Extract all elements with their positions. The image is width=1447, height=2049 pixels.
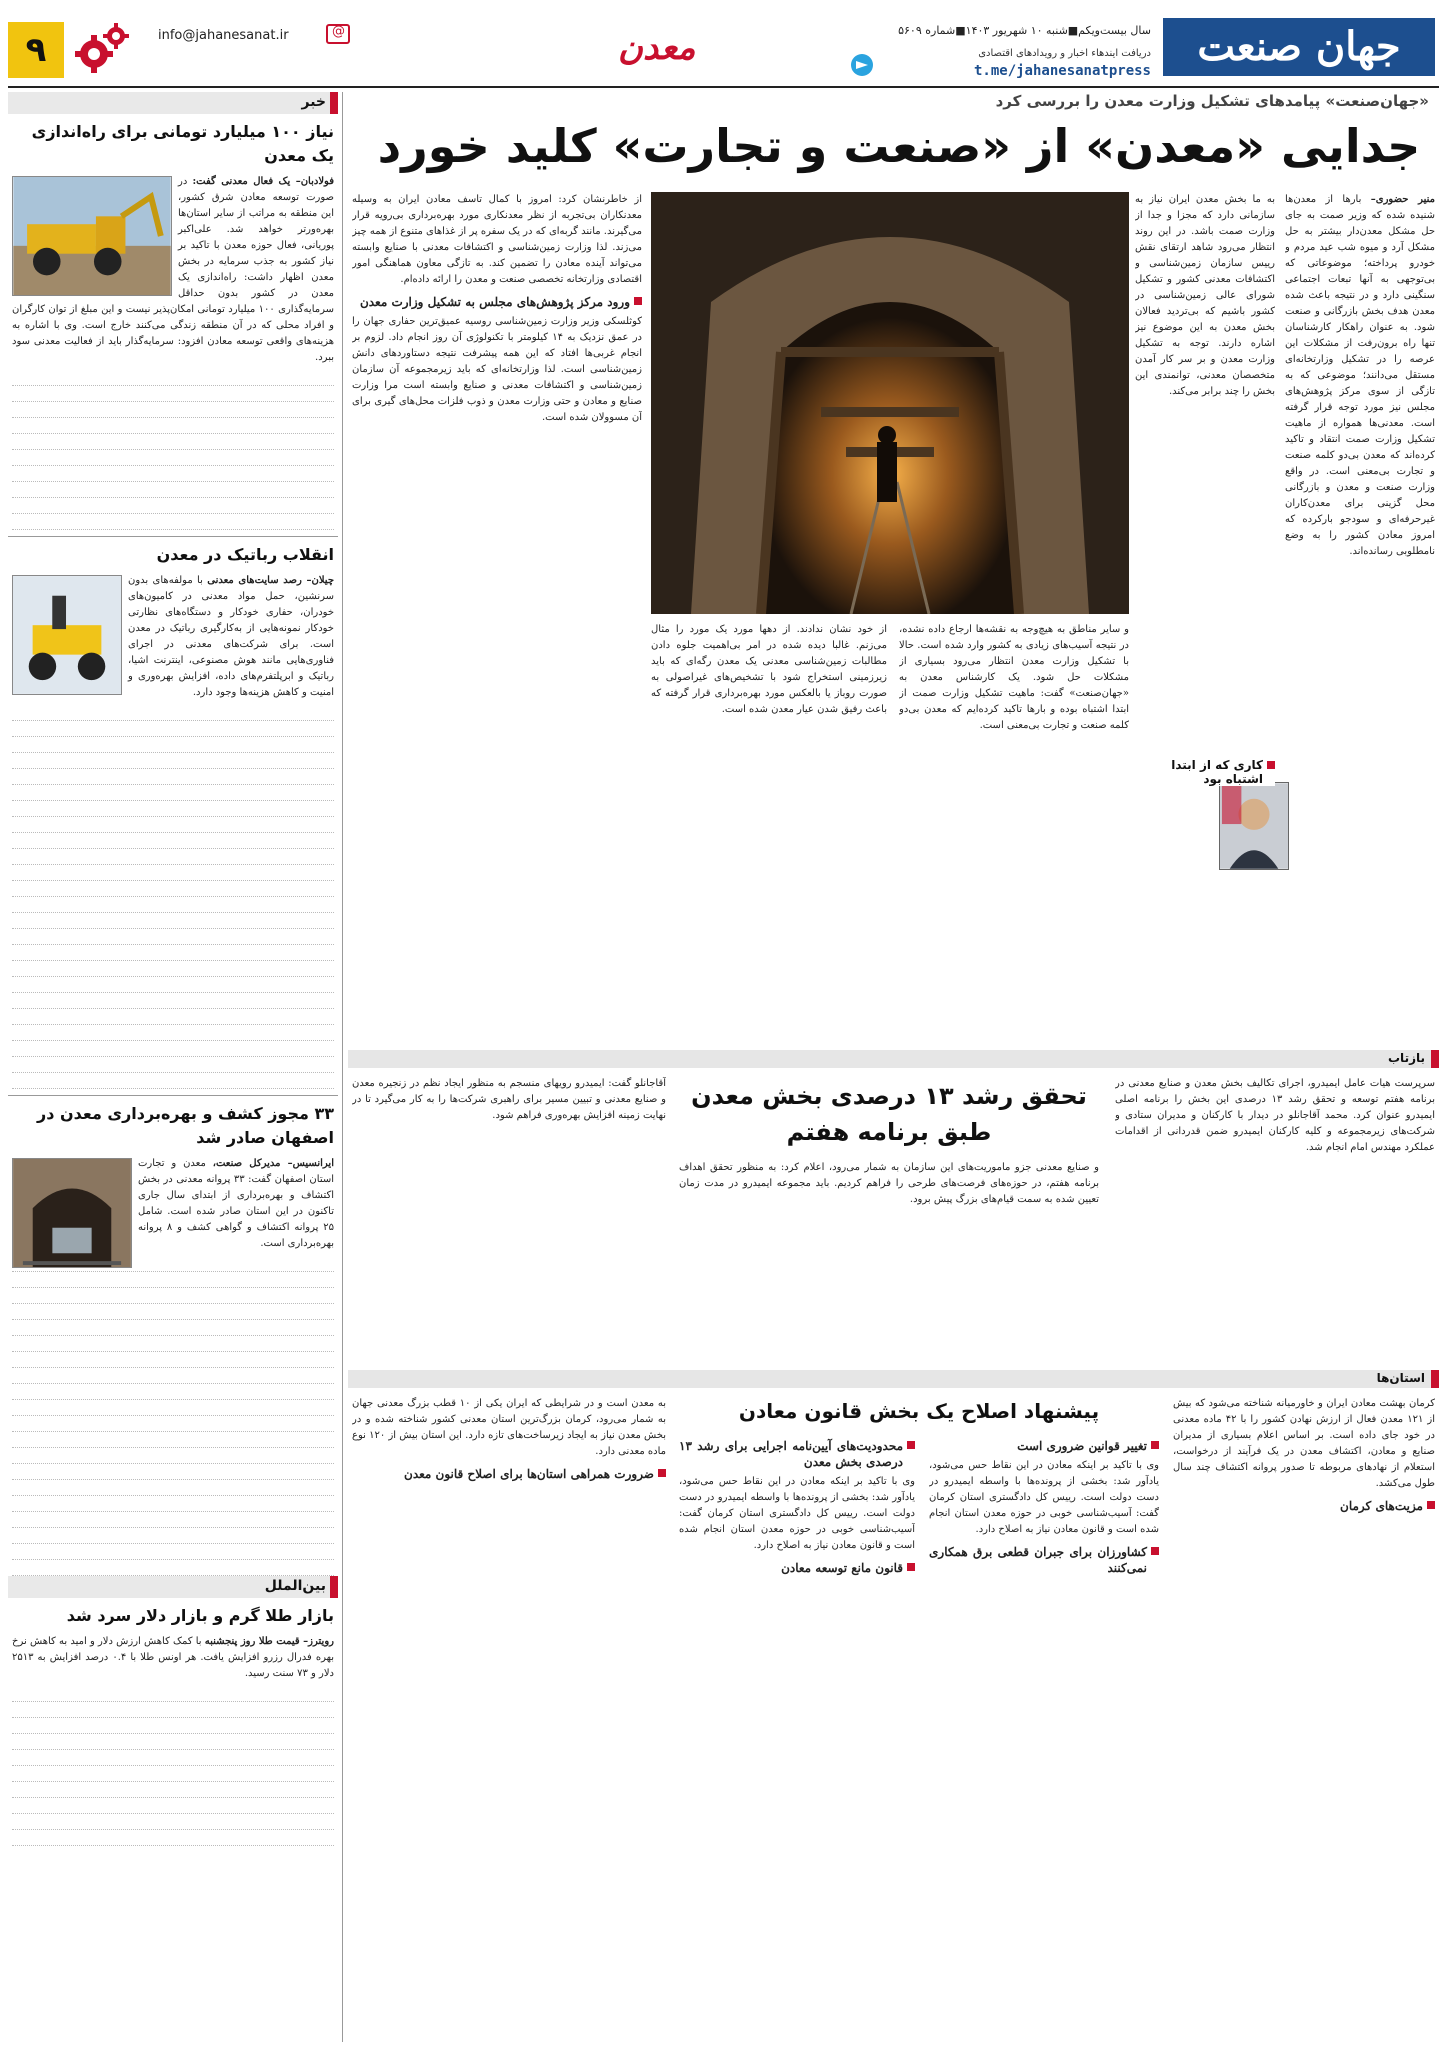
text-continuation — [12, 1256, 334, 1576]
news-lead: چیلان– رصد سایت‌های معدنی — [207, 575, 334, 586]
mine-tunnel-photo — [651, 192, 1129, 614]
news-title[interactable]: انقلاب رباتیک در معدن — [156, 545, 334, 564]
article-text: بارها از معدن‌ها شنیده شده که وزیر صمت به جای حل مشکل معدن‌دار بیشتر به حل مشکل آرد و میوه شب عید مردم و خودرو پرداخته؛ موضوعاتی که بی‌توجهی به آنها تبعات اجتماعی سنگینی دارد و در نتیجه باعث شده معدن هدف بخش بازرگانی و صنعت شود. به عنوان راهکار کارشناسان تنها راه برون‌رفت از مشکلات این عرصه را در تشکیل وزارتخانه‌ای مستقل می‌دانند؛ موضوعی که به تازگی از سوی مرکز پژوهش‌های مجلس نیز مورد توجه قرار گرفته است. معدنی‌ها همواره از ماهیت تشکیل وزارت صمت انتقاد و تاکید کرده‌اند که معدن بی‌دو کلمه صنعت و تجارت بی‌معنی است. در واقع وزارت صنعت و معدن و بازرگانی محل گزینی برای معدن‌کاران غیرحرفه‌ای و سودجو بارکرده که امروز معادن کشور را به وضع نامطلوبی رسانده‌اند. — [1285, 194, 1435, 557]
telegram-link[interactable]: t.me/jahanesanatpress — [973, 63, 1151, 79]
section-bar — [348, 1370, 1439, 1388]
bazaab-title[interactable]: تحقق رشد ۱۳ درصدی بخش معدن طبق برنامه هفتم — [691, 1082, 1087, 1146]
article-text: از خود نشان ندادند. از دهها مورد یک مورد را مثال می‌زنم. غالبا دیده شده در امر بی‌اهمیت جلوه دادن مطالبات زمین‌شناسی معدنی یک معدن رگه‌ای که باید زیرزمینی استخراج شود با تشخیص‌های غیراصولی به صورت روباز یا بالعکس مورد بهره‌برداری قرار گرفته که باعث رفیق شدن عیار معدن شده است. — [651, 624, 887, 715]
provinces-subhead: کشاورزان برای جبران قطعی برق همکاری نمی‌کنند — [929, 1544, 1159, 1576]
news-text: با کمک کاهش ارزش دلار و امید به کاهش نرخ بهره فدرال رزرو افزایش یافت. هر اونس طلا با ۰.۴ درصد افزایش به ۲۵۱۳ دلار و ۷۳ سنت رسید. — [12, 1636, 334, 1679]
section-label: بازتاب — [1388, 1051, 1425, 1065]
section-marker — [1431, 1050, 1439, 1068]
mining-robot-image — [12, 575, 122, 695]
kicker-bar-international — [8, 1576, 338, 1598]
provinces-subhead: محدودیت‌های آیین‌نامه اجرایی برای رشد ۱۳ درصدی بخش معدن — [679, 1438, 915, 1470]
page-number: ۹ — [8, 22, 64, 78]
article-text: از خاطرنشان کرد: امروز با کمال تاسف معادن ایران به وسیله معدنکاران بی‌تجربه از نظر معدنکاری مورد بهره‌برداری بی‌رویه قرار می‌گیرند. مانند گربه‌ای که در یک سفره پر از غذاهای متنوع از همه چیز می‌زند. لذا وزارت زمین‌شناسی و اکتشافات معدنی با صنایع وابسته می‌تواند آینده معادن را تضمین کند. به تازگی معاون هماهنگی امور اقتصادی وزارتخانه تخصصی صنعت و معدن را ارائه داده‌ام. — [352, 194, 642, 285]
provinces-column-2 — [929, 1432, 1159, 2036]
article-column-2 — [1135, 192, 1275, 1042]
article-subhead: کاری که از ابتدا اشتباه بود — [1135, 758, 1275, 786]
news-item-investment[interactable] — [8, 120, 338, 530]
section-bar — [348, 1050, 1439, 1068]
bazaab-section — [348, 1050, 1439, 1350]
mine-tunnel-image — [12, 1158, 132, 1268]
provinces-subhead: تغییر قوانین ضروری است — [929, 1438, 1159, 1454]
news-text: در صورت توسعه معادن شرق کشور، این منطقه به مراتب از سایر استان‌ها بهره‌ورتر خواهد شد. علی‌اکبر پوریانی، فعال حوزه معدن با تاکید بر نیاز کشور به جذب سرمایه در بخش معدن اظهار داشت: راه‌اندازی یک معدن در کشور بدون حداقل سرمایه‌گذاری ۱۰۰ میلیارد تومانی امکان‌پذیر نیست و این مبلغ از توان کارگران و افراد محلی که در آن منطقه زندگی می‌کنند خارج است. وی با اشاره به هزینه‌های واقعی توسعه معادن افزود: سرمایه‌گذار باید از فعالیت معدنی سود ببرد. — [12, 176, 335, 363]
provinces-subhead: قانون مانع توسعه معادن — [679, 1560, 915, 1576]
article-column-3 — [899, 622, 1129, 1042]
bazaab-text-left: آقاجانلو گفت: ایمیدرو رویهای منسجم به منظور ایجاد نظم در زنجیره معدن و صنایع معدنی و تبیین مسیر برای راهبری شرکت‌ها را به کار می‌گیرد تا در نهایت زمینه افزایش بهره‌وری فراهم شود. — [352, 1078, 666, 1121]
provinces-text: وی با تاکید بر اینکه معادن در این نقاط حس می‌شود، یادآور شد: بخشی از پرونده‌ها با واسطه ایمیدرو در دست دولت است. رییس کل دادگستری استان کرمان گفت: آسیب‌شناسی خوبی در حوزه معدن استان انجام شده است و قانون معادن نیاز به اصلاح دارد. — [929, 1460, 1159, 1535]
provinces-text: وی با تاکید بر اینکه معادن در این نقاط حس می‌شود، یادآور شد: بخشی از پرونده‌ها با واسطه ایمیدرو در دست دولت است. رییس کل دادگستری استان کرمان گفت: آسیب‌شناسی خوبی در حوزه معدن استان انجام شده است و قانون معادن نیاز به اصلاح دارد. — [679, 1476, 915, 1551]
gear-icon — [74, 20, 130, 76]
news-body — [12, 1634, 334, 1682]
section-label: استان‌ها — [1376, 1371, 1425, 1385]
issue-line: سال بیست‌ویکم■شنبه ۱۰ شهریور ۱۴۰۳■شماره ۵۶۰۹ — [898, 24, 1151, 37]
bazaab-text-middle: و صنایع معدنی جزو ماموریت‌های این سازمان به شمار می‌رود، اعلام کرد: به منظور تحقق اهداف برنامه هفتم، در حوزه‌های فرصت‌های طرحی را فراهم کردیم. باید مجموعه ایمیدرو در مدت زمان تعیین شده به سمت قیام‌های بزرگ پیش برود. — [679, 1162, 1099, 1205]
kicker-marker — [330, 92, 338, 114]
provinces-subhead: ضرورت همراهی استان‌ها برای اصلاح قانون معدن — [352, 1466, 666, 1482]
column-divider — [342, 92, 343, 2042]
provinces-column-1 — [1173, 1396, 1435, 2036]
provinces-column-4 — [352, 1396, 666, 2036]
news-item-gold[interactable] — [8, 1604, 338, 1846]
provinces-section — [348, 1370, 1439, 2040]
news-body — [12, 573, 334, 701]
section-title: معدن — [618, 28, 696, 68]
news-body — [12, 174, 334, 366]
telegram-icon — [851, 54, 873, 76]
article-byline: منیر حضوری– — [1370, 194, 1435, 205]
provinces-title[interactable]: پیشنهاد اصلاح یک بخش قانون معادن — [738, 1399, 1100, 1423]
article-column-4 — [651, 622, 887, 1042]
provinces-text: کرمان بهشت معادن ایران و خاورمیانه شناخته می‌شود که بیش از ۱۲۱ معدن فعال از ارزش نهادن کشور را با ۴۲ ماده معدنی در خود جای داده است. بر اساس اعلام بسیاری از مدیران صنایع و معادن، اکتشاف معدن در یک فرآیند از درخواست، استعلام از نهادهای مربوطه تا صدور پروانه اکتشاف چند سال طول می‌کشد. — [1173, 1398, 1435, 1489]
mail-icon — [326, 24, 350, 44]
telegram-block[interactable] — [851, 48, 1151, 82]
telegram-caption: دریافت ایندهاء اخبار و رویدادهای اقتصادی — [978, 48, 1151, 59]
kicker-label: بین‌الملل — [264, 1578, 326, 1594]
section-marker — [1431, 1370, 1439, 1388]
article-title[interactable]: جدایی «معدن» از «صنعت و تجارت» کلید خورد — [377, 119, 1421, 173]
article-text: و سایر مناطق به هیچ‌وجه به نقشه‌ها ارجاع داده نشده، در نتیجه آسیب‌های زیادی به کشور وارد شده است. حالا با تشکیل وزارت معدن انتظار می‌رود بسیاری از مشکلات حل شود. یک کارشناس معدن به «جهان‌صنعت» گفت: ماهیت تشکیل وزارت صمت از ابتدا اشتباه بوده و بارها تاکید کرده‌ایم که معدن بی‌دو کلمه صنعت و تجارت بی‌معنی است. — [899, 624, 1129, 731]
news-item-robotics[interactable] — [8, 543, 338, 1089]
main-article — [348, 92, 1439, 2042]
news-text: با مولفه‌های بدون سرنشین، حمل مواد معدنی در کامیون‌های خودران، حفاری خودکار و دستگاه‌های نظارتی خودکار نمونه‌هایی از به‌کارگیری رباتیک در معدن است. برای شرکت‌های معدنی در اجرای فناوری‌هایی مانند هوش مصنوعی، اینترنت اشیا، رباتیک و ابرپلتفرم‌های داده، افزایش بهره‌وری و امنیت و کاهش هزینه‌ها وجود دارد. — [128, 575, 334, 698]
article-text: کوثلسکی وزیر وزارت زمین‌شناسی روسیه عمیق‌ترین حفاری جهان را در عمق نزدیک به ۱۴ کیلومتر با تکنولوژی آن روز انجام داد. لزوم بر انجام غربی‌ها افتاد که این همه پیشرفت نتیجه دستاوردهای دانش زمین‌شناسی است. لذا وزارتخانه‌ای که باید زیرمجموعه آن سازمان زمین‌شناسی و اکتشافات معدنی و صنایع وابسته است مرا وزارت صنایع و معادن و حتی وزارت معدن و ذوب فلزات محل‌های گیری برای آن مسوولان شده است. — [352, 316, 642, 423]
expert-portrait — [1219, 782, 1289, 870]
newspaper-logo: جهان صنعت — [1163, 18, 1435, 76]
divider — [8, 536, 338, 537]
news-title[interactable]: بازار طلا گرم و بازار دلار سرد شد — [66, 1606, 334, 1625]
text-continuation — [12, 705, 334, 1089]
divider — [8, 1095, 338, 1096]
mining-truck-image — [12, 176, 172, 296]
article-column-1 — [1285, 192, 1435, 1042]
article-column-5 — [352, 192, 642, 1042]
news-lead: ایرانسیس– مدیرکل صنعت، — [212, 1158, 334, 1169]
article-subhead: ورود مرکز پژوهش‌های مجلس به تشکیل وزارت معدن — [352, 294, 642, 310]
news-lead: فولادبان– یک فعال معدنی گفت: — [192, 176, 334, 187]
news-title[interactable]: نیاز ۱۰۰ میلیارد تومانی برای راه‌اندازی یک معدن — [31, 122, 334, 165]
article-body — [348, 192, 1439, 1052]
masthead — [8, 10, 1439, 88]
news-lead: رویترز– قیمت طلا روز پنجشنبه — [204, 1636, 334, 1647]
news-text: معدن و تجارت استان اصفهان گفت: ۳۳ پروانه معدنی در بخش اکتشاف و بهره‌برداری از ابتدای سال جاری تاکنون در این استان صادر شده است. شامل ۲۵ پروانه اکتشاف و گواهی کشف و ۸ پروانه بهره‌برداری است. — [138, 1158, 335, 1249]
news-body — [12, 1156, 334, 1252]
email-link[interactable]: info@jahanesanat.ir — [158, 28, 289, 43]
kicker-label: خبر — [301, 94, 326, 110]
provinces-column-3 — [679, 1432, 915, 2036]
provinces-subhead: مزیت‌های کرمان — [1173, 1498, 1435, 1514]
text-continuation — [12, 1686, 334, 1846]
news-title[interactable]: ۳۳ مجوز کشف و بهره‌برداری معدن در اصفهان صادر شد — [37, 1104, 334, 1147]
bazaab-text-right: سرپرست هیات عامل ایمیدرو، اجرای تکالیف بخش معدن و صنایع معدنی در برنامه هفتم توسعه و تحقق رشد ۱۳ درصدی این بخش را برنامه اصلی ایمیدرو عنوان کرد. محمد آقاجانلو در دیدار با کارکنان و مدیران ستادی و شرکت‌های زیرمجموعه و کلیه کارکنان ایمیدرو ضمن قدردانی از اقدامات عملکرد مهندس امام انجام شد. — [1115, 1078, 1435, 1153]
kicker-bar-news — [8, 92, 338, 114]
news-item-isfahan[interactable] — [8, 1102, 338, 1576]
text-continuation — [12, 370, 334, 530]
kicker-marker — [330, 1576, 338, 1598]
news-column — [8, 92, 338, 2042]
provinces-text: به معدن است و در شرایطی که ایران یکی از ۱۰ قطب بزرگ معدنی جهان به شمار می‌رود، کرمان بزرگ‌ترین استان معدنی کشور شناخته شده و در بخش معدن نیاز به ایجاد زیرساخت‌های تازه دارد. این استان بیش از ۱۲۰ نوع ماده معدنی دارد. — [352, 1398, 666, 1457]
article-text: به ما بخش معدن ایران نیاز به سازمانی دارد که مجزا و جدا از وزارت صمت باشد. در این روند انتظار می‌رود شاهد ارتقای نقش رییس سازمان زمین‌شناسی و اکتشافات معدنی کشور و تشکیل شورای عالی زمین‌شناسی در کشور باشیم که بی‌تردید فعالان بخش معدن به این موضوع نیز اشاره دارند. توجه به تشکیل وزارت معدن و بر سر کار آمدن متخصصان معدنی، توانمندی این بخش را چند برابر می‌کند. — [1135, 194, 1275, 397]
article-supertitle: «جهان‌صنعت» پیامدهای تشکیل وزارت معدن را بررسی کرد — [995, 92, 1429, 110]
